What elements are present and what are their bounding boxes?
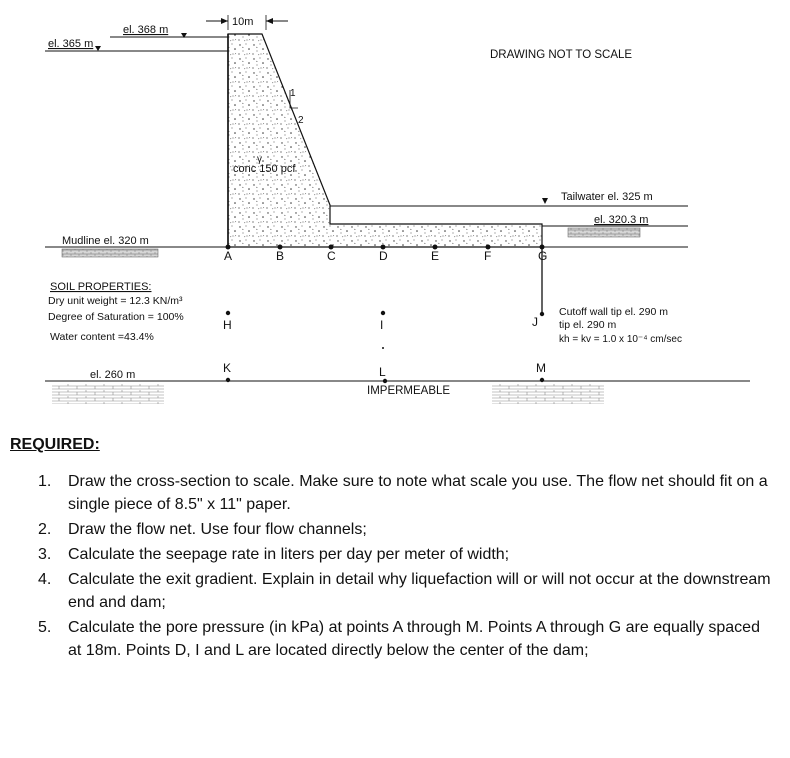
point-i-marker: [381, 311, 385, 315]
tailwater-elevation-label: Tailwater el. 325 m: [561, 191, 653, 203]
headwater-elevation-label: el. 368 m: [123, 24, 169, 36]
soil-property: Water content =43.4%: [50, 331, 154, 343]
task-number: 4.: [38, 571, 52, 588]
task-item: [24, 568, 774, 614]
bottom-points: [223, 361, 546, 383]
point-f-label: F: [484, 249, 492, 263]
task-item: [24, 543, 774, 566]
mudline-elevation-label: Mudline el. 320 m: [62, 235, 149, 247]
task-item: [24, 470, 774, 516]
apron-elevation-label: el. 320.3 m: [594, 214, 649, 226]
soil-property: Dry unit weight = 12.3 KN/m³: [48, 295, 183, 307]
soil-property: Degree of Saturation = 100%: [48, 311, 184, 323]
task-text: Calculate the pore pressure (in kPa) at points A through M. Points A through G are equally spaced at 18m. Points D, I and L are located directly below the center of the dam;: [68, 619, 760, 659]
task-text: Calculate the seepage rate in liters per day per meter of width;: [68, 546, 510, 563]
point-j-marker: [540, 312, 544, 316]
task-number: 2.: [38, 521, 52, 538]
required-heading: REQUIRED:: [10, 436, 100, 453]
task-item: [24, 518, 774, 541]
task-number: 3.: [38, 546, 52, 563]
crest-level: [45, 38, 228, 51]
impermeable-boundary: [45, 369, 750, 404]
mid-points: [223, 311, 544, 349]
point-b-label: B: [276, 249, 285, 263]
crest-width-dimension: [206, 15, 288, 30]
point-h-marker: [226, 311, 230, 315]
concrete-unit-weight-label: conc 150 pcf: [233, 163, 296, 175]
slope-horizontal-label: 2: [298, 115, 304, 126]
soil-properties: [48, 281, 184, 343]
cutoff-tip-elevation-label: tip el. 290 m: [559, 319, 617, 331]
water-level-marker-icon: [542, 198, 548, 204]
point-m-label: M: [536, 361, 546, 375]
task-number: 5.: [38, 619, 52, 636]
cutoff-wall-info: [559, 306, 682, 345]
headwater-level: [110, 24, 228, 38]
task-number: 1.: [38, 473, 52, 490]
impermeable-label: IMPERMEABLE: [367, 385, 451, 397]
not-to-scale-note: DRAWING NOT TO SCALE: [490, 49, 633, 61]
point-k-label: K: [223, 361, 232, 375]
tailwater-level: [330, 191, 688, 206]
point-j-label: J: [532, 315, 538, 329]
task-item: [24, 616, 774, 662]
task-text: Draw the flow net. Use four flow channels;: [68, 521, 367, 538]
point-l-label: L: [379, 365, 386, 379]
bottom-elevation-label: el. 260 m: [90, 369, 136, 381]
crest-width-label: 10m: [232, 16, 254, 28]
cutoff-wall-tip-label: Cutoff wall tip el. 290 m: [559, 306, 668, 318]
downstream-ground: [542, 214, 688, 237]
concrete-dam-body: [228, 34, 542, 247]
crest-elevation-label: el. 365 m: [48, 38, 94, 50]
task-text: Draw the cross-section to scale. Make sure to note what scale you use. The flow net should fit on a single piece of 8.5" x 11" paper.: [68, 473, 768, 513]
unit-weight-symbol: γ: [257, 154, 262, 165]
task-text: Calculate the exit gradient. Explain in detail why liquefaction will or will not occur at the downstream end and dam;: [68, 571, 771, 611]
point-c-label: C: [327, 249, 336, 263]
required-task-list: [24, 470, 774, 664]
point-a-label: A: [224, 249, 233, 263]
point-e-label: E: [431, 249, 440, 263]
soil-properties-title: SOIL PROPERTIES:: [50, 281, 152, 293]
slope-vertical-label: 1: [290, 88, 296, 99]
water-level-marker-icon: [95, 46, 101, 51]
point-g-label: G: [538, 249, 548, 263]
point-d-label: D: [379, 249, 388, 263]
point-h-label: H: [223, 318, 232, 332]
permeability-label: kh = kv = 1.0 x 10⁻⁴ cm/sec: [559, 334, 682, 345]
point-i-label: I: [380, 318, 384, 332]
